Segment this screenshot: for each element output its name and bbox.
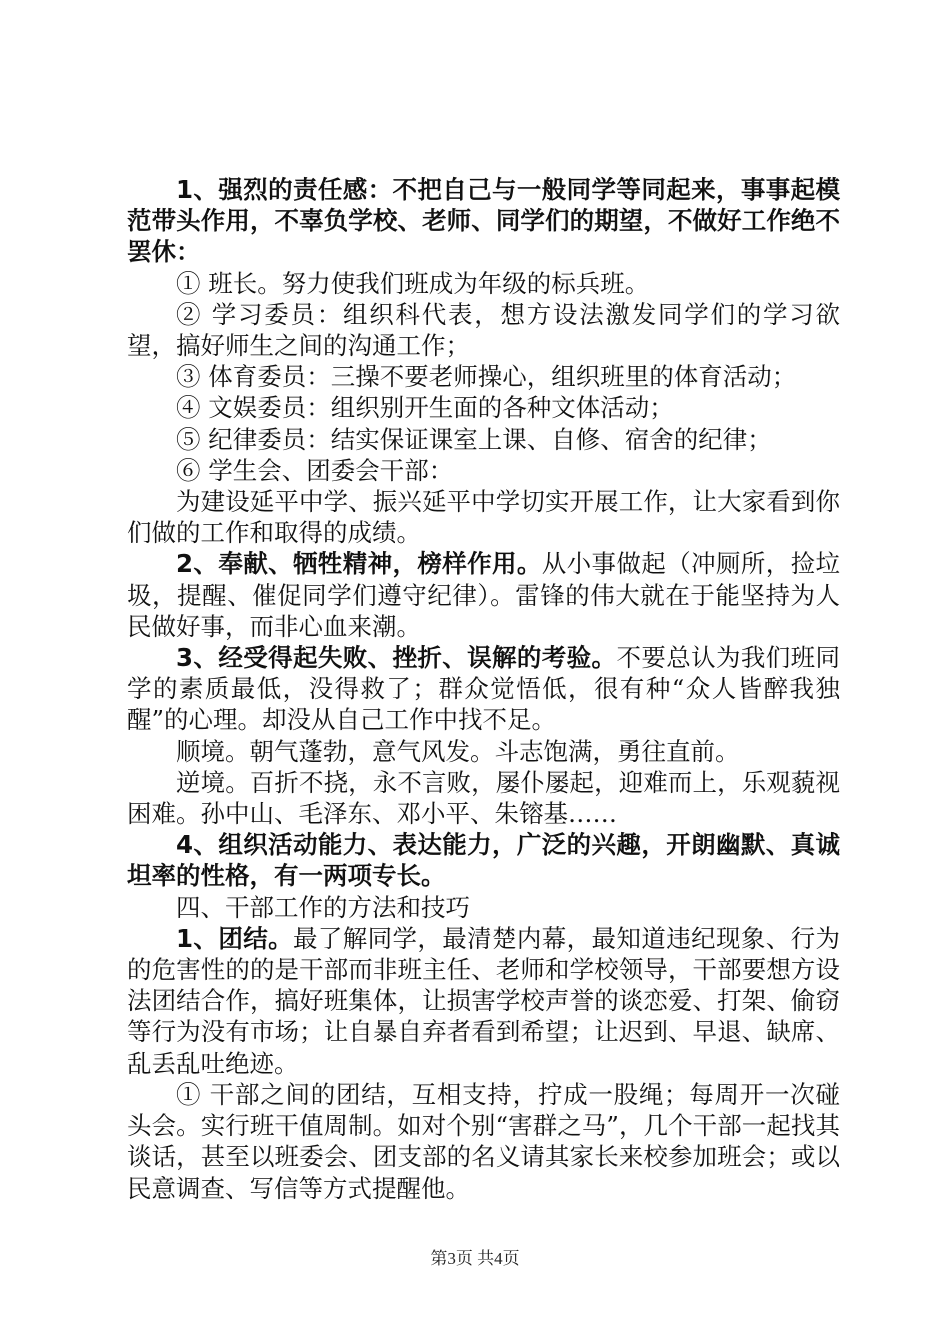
paragraph-text: 为建设延平中学、振兴延平中学切实开展工作，让大家看到你们做的工作和取得的成绩。 <box>127 487 840 548</box>
paragraph-text: ⑤ 纪律委员：结实保证课室上课、自修、宿舍的纪律； <box>176 424 772 454</box>
bold-text: 1、团结。 <box>176 923 293 953</box>
paragraph-text: ① 班长。努力使我们班成为年级的标兵班。 <box>176 268 650 298</box>
section-heading <box>127 892 840 923</box>
bold-text: 2、奉献、牺牲精神，榜样作用。 <box>176 549 542 579</box>
paragraph <box>127 455 840 486</box>
paragraph-text: ⑥ 学生会、团委会干部： <box>176 455 454 485</box>
paragraph <box>127 829 840 891</box>
paragraph-text: ② 学习委员：组织科代表，想方设法激发同学们的学习欲望，搞好师生之间的沟通工作； <box>127 299 840 361</box>
paragraph <box>127 642 840 736</box>
paragraph <box>127 424 840 455</box>
paragraph-text: ① 干部之间的团结，互相支持，拧成一股绳；每周开一次碰头会。实行班干值周制。如对个别“害群之马”，几个干部一起找其谈话，甚至以班委会、团支部的名义请其家长来校参加班会；或以民意调查、写信等方式提醒他。 <box>127 1079 840 1203</box>
paragraph <box>127 548 840 642</box>
page-footer: 第3页 共4页 <box>430 1249 520 1268</box>
paragraph <box>127 767 840 829</box>
paragraph-text: 最了解同学，最清楚内幕，最知道违纪现象、行为的危害性的的是干部而非班主任、老师和学校领导，干部要想方设法团结合作，搞好班集体，让损害学校声誉的谈恋爱、打架、偷窃等行为没有市场；让自暴自弃者看到希望；让迟到、早退、缺席、乱丢乱吐绝迹。 <box>127 923 841 1078</box>
paragraph-text: 不要总认为我们班同学的素质最低，没得救了；群众觉悟低，很有种“众人皆醉我独醒”的心理。却没从自己工作中找不足。 <box>127 643 840 735</box>
bold-text: 4、组织活动能力、表达能力，广泛的兴趣，开朗幽默、真诚坦率的性格，有一两项专长。 <box>127 830 840 891</box>
paragraph <box>127 486 840 548</box>
paragraph <box>127 736 840 767</box>
paragraph <box>127 299 840 361</box>
bold-text: 1、强烈的责任感：不把自己与一般同学等同起来，事事起模范带头作用，不辜负学校、老师、同学们的期望，不做好工作绝不罢休： <box>127 175 840 267</box>
paragraph <box>127 923 840 1079</box>
paragraph <box>127 392 840 423</box>
paragraph <box>127 174 840 268</box>
paragraph-text: 顺境。朝气蓬勃，意气风发。斗志饱满，勇往直前。 <box>176 736 740 766</box>
paragraph <box>127 1079 840 1204</box>
paragraph-text: 四、干部工作的方法和技巧 <box>176 892 470 922</box>
bold-text: 3、经受得起失败、挫折、误解的考验。 <box>176 643 617 673</box>
paragraph <box>127 268 840 299</box>
document-body <box>127 174 840 1204</box>
paragraph-text: 逆境。百折不挠，永不言败，屡仆屡起，迎难而上，乐观藐视困难。孙中山、毛泽东、邓小平、朱镕基…… <box>127 767 840 829</box>
paragraph <box>127 361 840 392</box>
paragraph-text: ④ 文娱委员：组织别开生面的各种文体活动； <box>176 393 674 423</box>
paragraph-text: 从小事做起（冲厕所，捡垃圾，提醒、催促同学们遵守纪律）。雷锋的伟大就在于能坚持为人民做好事，而非心血来潮。 <box>127 549 841 641</box>
paragraph-text: ③ 体育委员：三操不要老师操心，组织班里的体育活动； <box>176 362 797 392</box>
